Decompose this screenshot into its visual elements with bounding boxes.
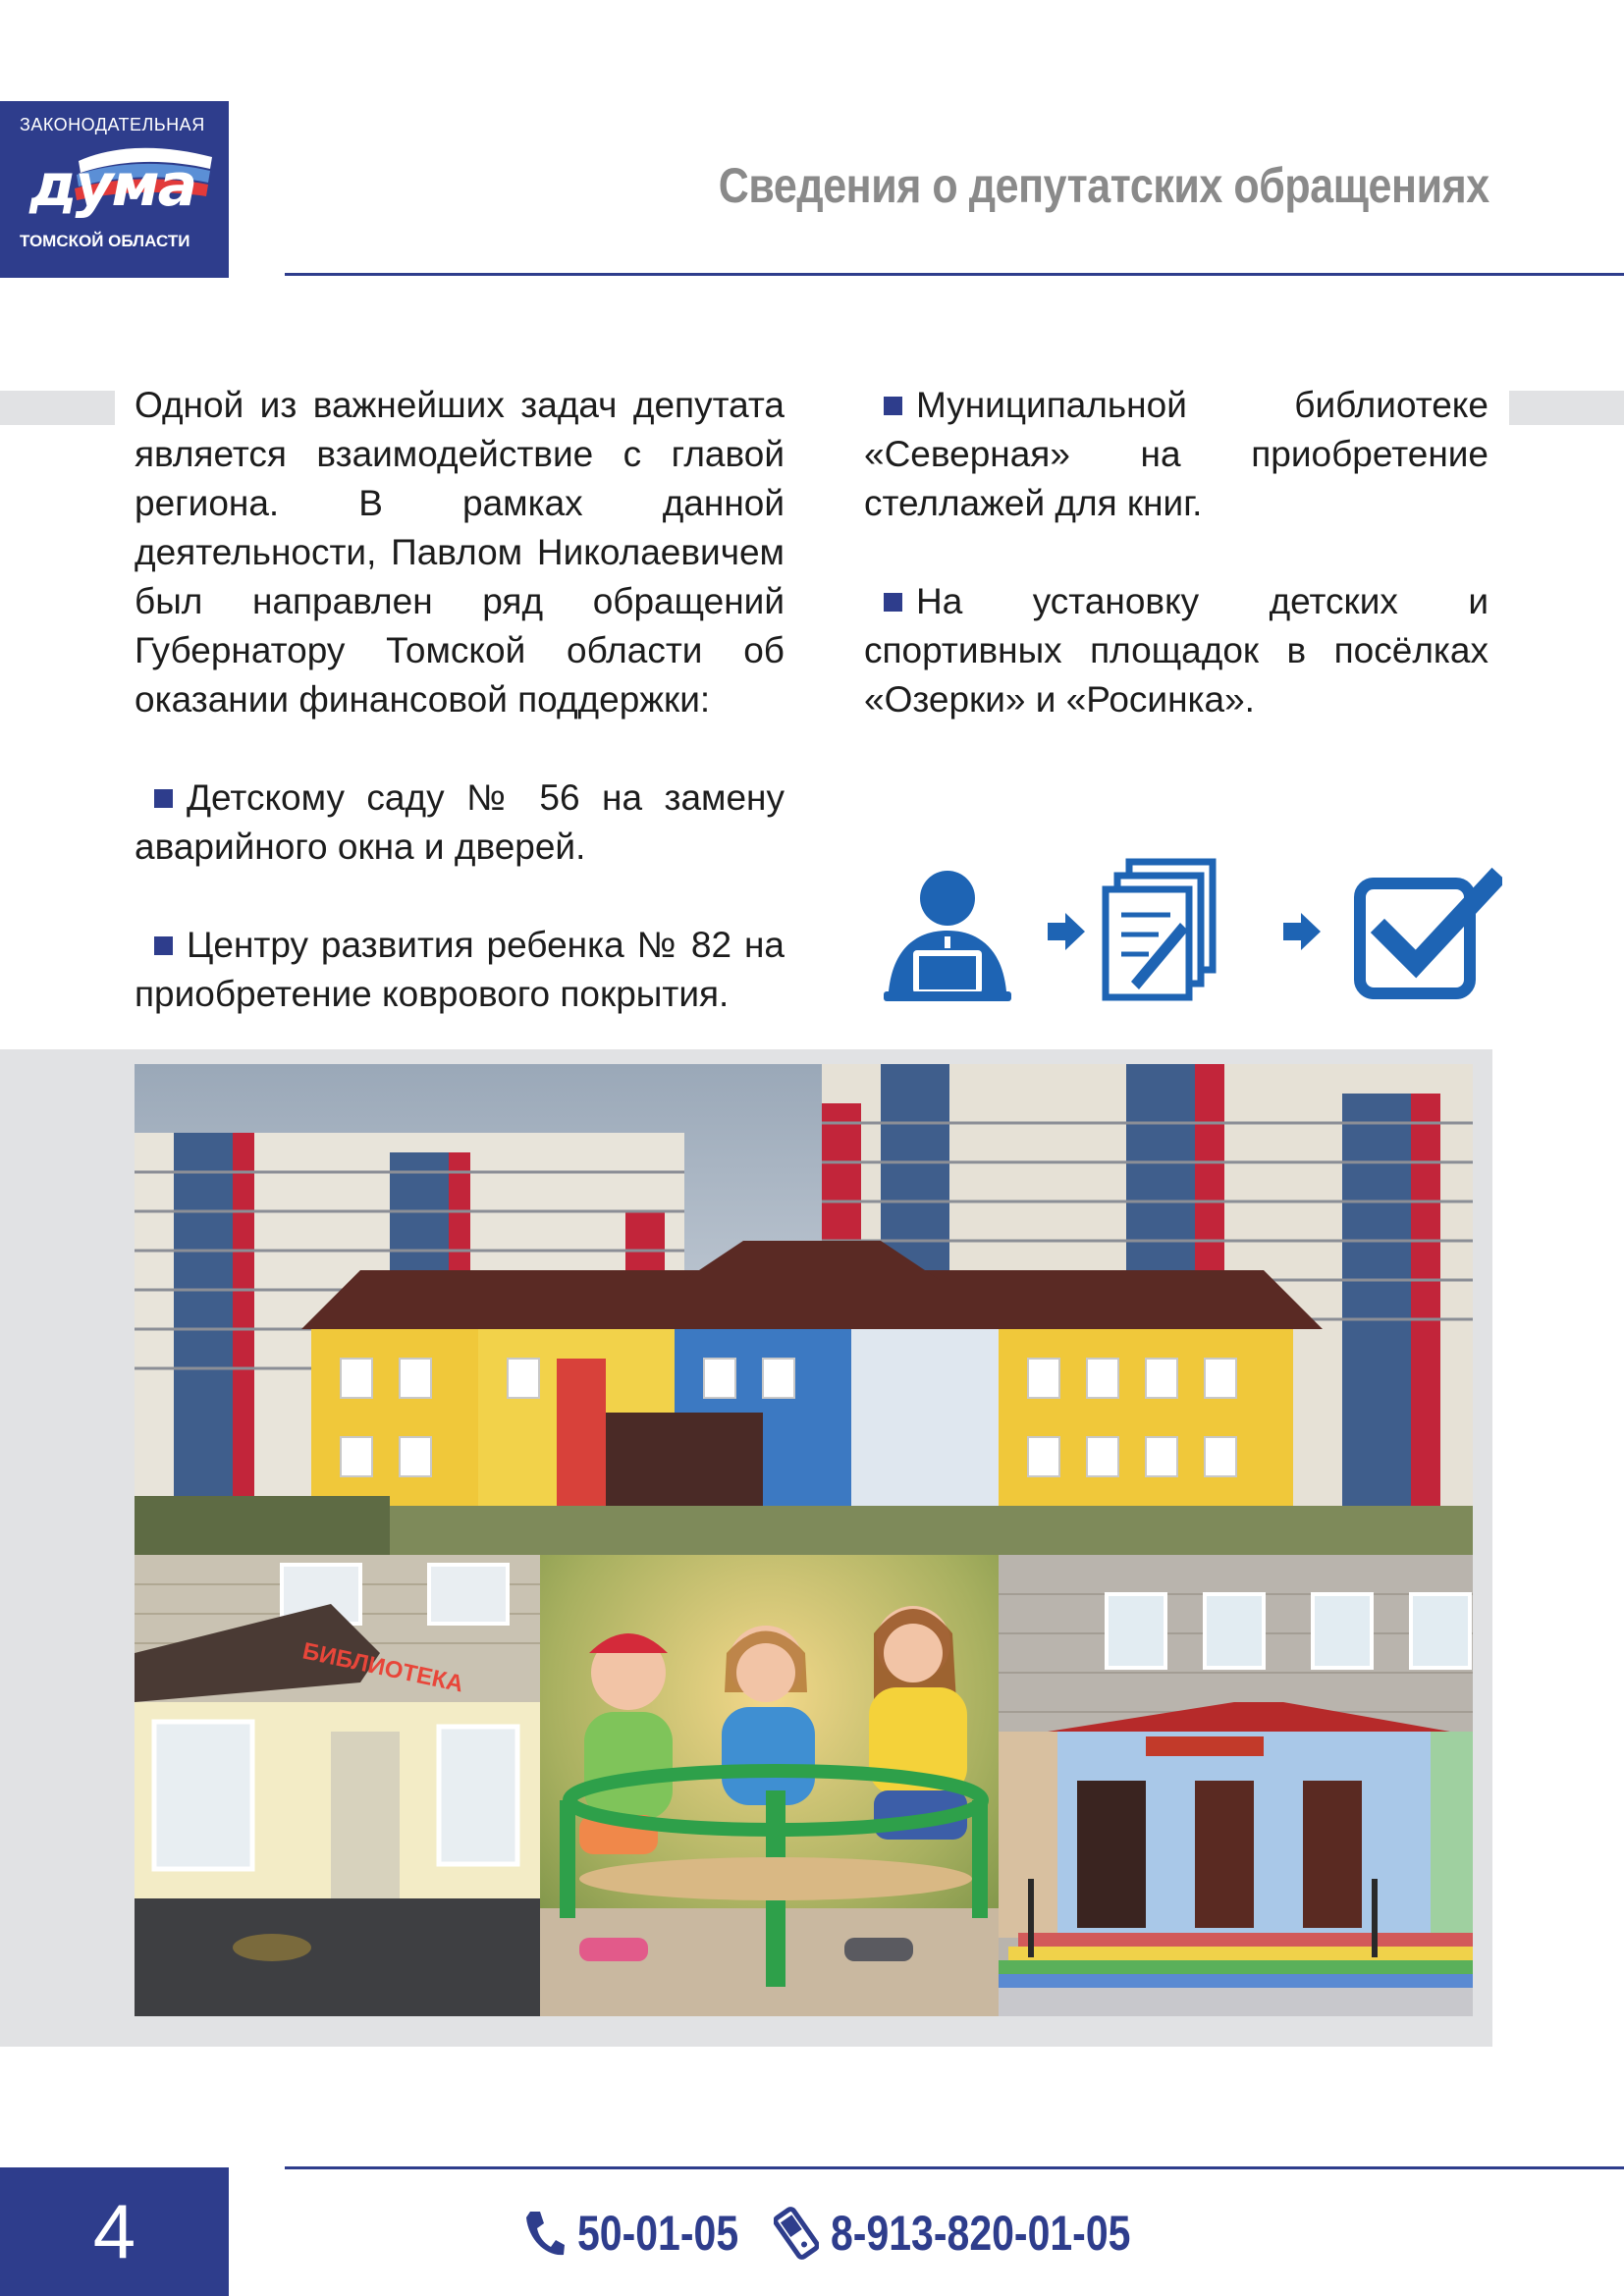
phone-icon — [520, 2206, 566, 2261]
left-text-column — [135, 381, 785, 1068]
list-item — [864, 381, 1489, 528]
mobile-phone-icon — [774, 2206, 819, 2261]
mobile-contact[interactable] — [774, 2205, 1197, 2262]
side-tab-left — [0, 391, 115, 425]
arrow-right-icon — [1283, 913, 1321, 950]
person-at-laptop-icon — [884, 871, 1011, 1001]
intro-paragraph: Одной из важнейших задач депутата является взаимодействие с главой региона. В рамках данной деятельности, Павлом Николаевичем был направлен ряд обращений Губернатору Томской области об оказании финансовой поддержки: — [135, 385, 785, 720]
library-sign-text: БИБЛИОТЕКА — [299, 1637, 466, 1698]
square-bullet-icon — [154, 789, 173, 808]
page-title: Сведения о депутатских обращениях — [719, 158, 1489, 213]
square-bullet-icon — [154, 936, 173, 955]
page-number: 4 — [0, 2167, 229, 2296]
duma-logo — [0, 101, 229, 278]
list-item-text: Центру развития ребенка № 82 на приобретение коврового покрытия. — [135, 925, 785, 1014]
square-bullet-icon — [884, 593, 902, 612]
logo-top-text: ЗАКОНОДАТЕЛЬНАЯ — [20, 115, 205, 134]
right-text-column — [864, 381, 1489, 774]
list-item-text: На установку детских и спортивных площадок в посёлках «Озерки» и «Росинка». — [864, 581, 1489, 720]
kindergarten-photo — [135, 1064, 1473, 1555]
photo-collage — [135, 1064, 1473, 2016]
checkbox-checked-icon — [1360, 881, 1492, 993]
logo-bottom-text: ТОМСКОЙ ОБЛАСТИ — [20, 232, 190, 250]
logo-mark — [20, 147, 229, 224]
contacts — [520, 2199, 1197, 2268]
phone-number: 50-01-05 — [577, 2206, 739, 2261]
list-item — [135, 921, 785, 1019]
side-tab-right — [1509, 391, 1624, 425]
list-item — [864, 577, 1489, 724]
process-illustration — [864, 844, 1502, 1011]
playground-kids-photo — [540, 1555, 999, 2016]
footer-divider — [285, 2166, 1624, 2169]
title-divider — [285, 273, 1624, 276]
arrow-right-icon — [1048, 913, 1085, 950]
list-item — [135, 774, 785, 872]
library-photo — [135, 1555, 540, 2016]
square-bullet-icon — [884, 397, 902, 415]
logo-main-text: дума — [29, 151, 196, 220]
phone-contact[interactable] — [520, 2205, 774, 2262]
documents-icon — [1106, 862, 1213, 997]
mobile-number: 8-913-820-01-05 — [831, 2206, 1131, 2261]
development-center-photo — [999, 1555, 1473, 2016]
list-item-text: Муниципальной библиотеке «Северная» на приобретение стеллажей для книг. — [864, 385, 1489, 523]
list-item-text: Детскому саду № 56 на замену аварийного окна и дверей. — [135, 777, 785, 867]
